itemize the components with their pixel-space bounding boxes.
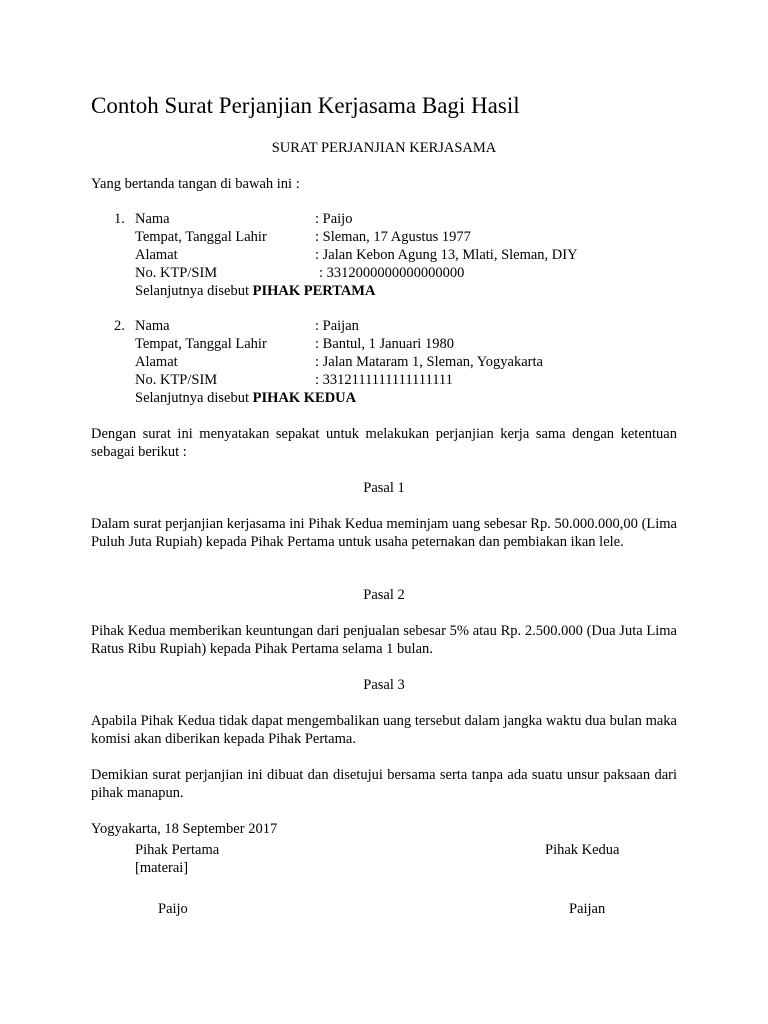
party-reference-prefix: Selanjutnya disebut	[135, 283, 253, 299]
letter-heading: SURAT PERJANJIAN KERJASAMA	[271, 140, 497, 156]
second-party-label: Pihak Kedua	[545, 842, 620, 858]
closing-statement: Demikian surat perjanjian ini dibuat dan disetujui bersama serta tanpa ada suatu unsur paksaan dari pihak manapun.	[91, 767, 677, 801]
first-party-label: Pihak Pertama	[135, 842, 220, 858]
article-heading: Pasal 2	[363, 587, 405, 603]
field-label-name: Nama	[135, 318, 170, 334]
field-label-id: No. KTP/SIM	[135, 265, 218, 281]
field-label-name: Nama	[135, 211, 170, 227]
field-value-id: : 3312000000000000000	[319, 265, 465, 281]
article-heading: Pasal 3	[363, 677, 405, 693]
list-number: 2.	[114, 318, 125, 334]
party-reference	[135, 389, 356, 407]
field-value-birth: : Sleman, 17 Agustus 1977	[315, 229, 471, 245]
field-value-name: : Paijo	[315, 211, 353, 227]
list-number: 1.	[114, 211, 125, 227]
article-text: Dalam surat perjanjian kerjasama ini Pihak Kedua meminjam uang sebesar Rp. 50.000.000,00 (Lima Puluh Juta Rupiah) kepada Pihak Pertama untuk usaha peternakan dan pembiakan ikan lele.	[91, 516, 677, 550]
intro-text: Yang bertanda tangan di bawah ini :	[91, 176, 300, 192]
field-label-birth: Tempat, Tanggal Lahir	[135, 229, 267, 245]
article-text: Apabila Pihak Kedua tidak dapat mengembalikan uang tersebut dalam jangka waktu dua bulan maka komisi akan diberikan kepada Pihak Pertama.	[91, 713, 677, 747]
second-party-name: Paijan	[569, 901, 606, 917]
document-title: Contoh Surat Perjanjian Kerjasama Bagi Hasil	[91, 93, 520, 118]
field-label-id: No. KTP/SIM	[135, 372, 218, 388]
field-label-birth: Tempat, Tanggal Lahir	[135, 336, 267, 352]
field-value-birth: : Bantul, 1 Januari 1980	[315, 336, 454, 352]
party-reference-prefix: Selanjutnya disebut	[135, 390, 253, 406]
place-date: Yogyakarta, 18 September 2017	[91, 821, 278, 837]
field-value-name: : Paijan	[315, 318, 359, 334]
field-value-address: : Jalan Mataram 1, Sleman, Yogyakarta	[315, 354, 543, 370]
field-label-address: Alamat	[135, 354, 178, 370]
first-party-name: Paijo	[158, 901, 188, 917]
party-reference-name: PIHAK KEDUA	[252, 390, 357, 406]
field-value-id: : 3312111111111111111	[315, 372, 453, 388]
party-reference-name: PIHAK PERTAMA	[252, 283, 376, 299]
agreement-intro: Dengan surat ini menyatakan sepakat untuk melakukan perjanjian kerja sama dengan ketentuan sebagai berikut :	[91, 426, 677, 460]
party-reference	[135, 282, 375, 300]
field-value-address: : Jalan Kebon Agung 13, Mlati, Sleman, DIY	[315, 247, 578, 263]
field-label-address: Alamat	[135, 247, 178, 263]
article-text: Pihak Kedua memberikan keuntungan dari penjualan sebesar 5% atau Rp. 2.500.000 (Dua Juta Lima Ratus Ribu Rupiah) kepada Pihak Pertama selama 1 bulan.	[91, 623, 677, 657]
stamp-placeholder: [materai]	[135, 860, 189, 876]
article-heading: Pasal 1	[363, 480, 405, 496]
